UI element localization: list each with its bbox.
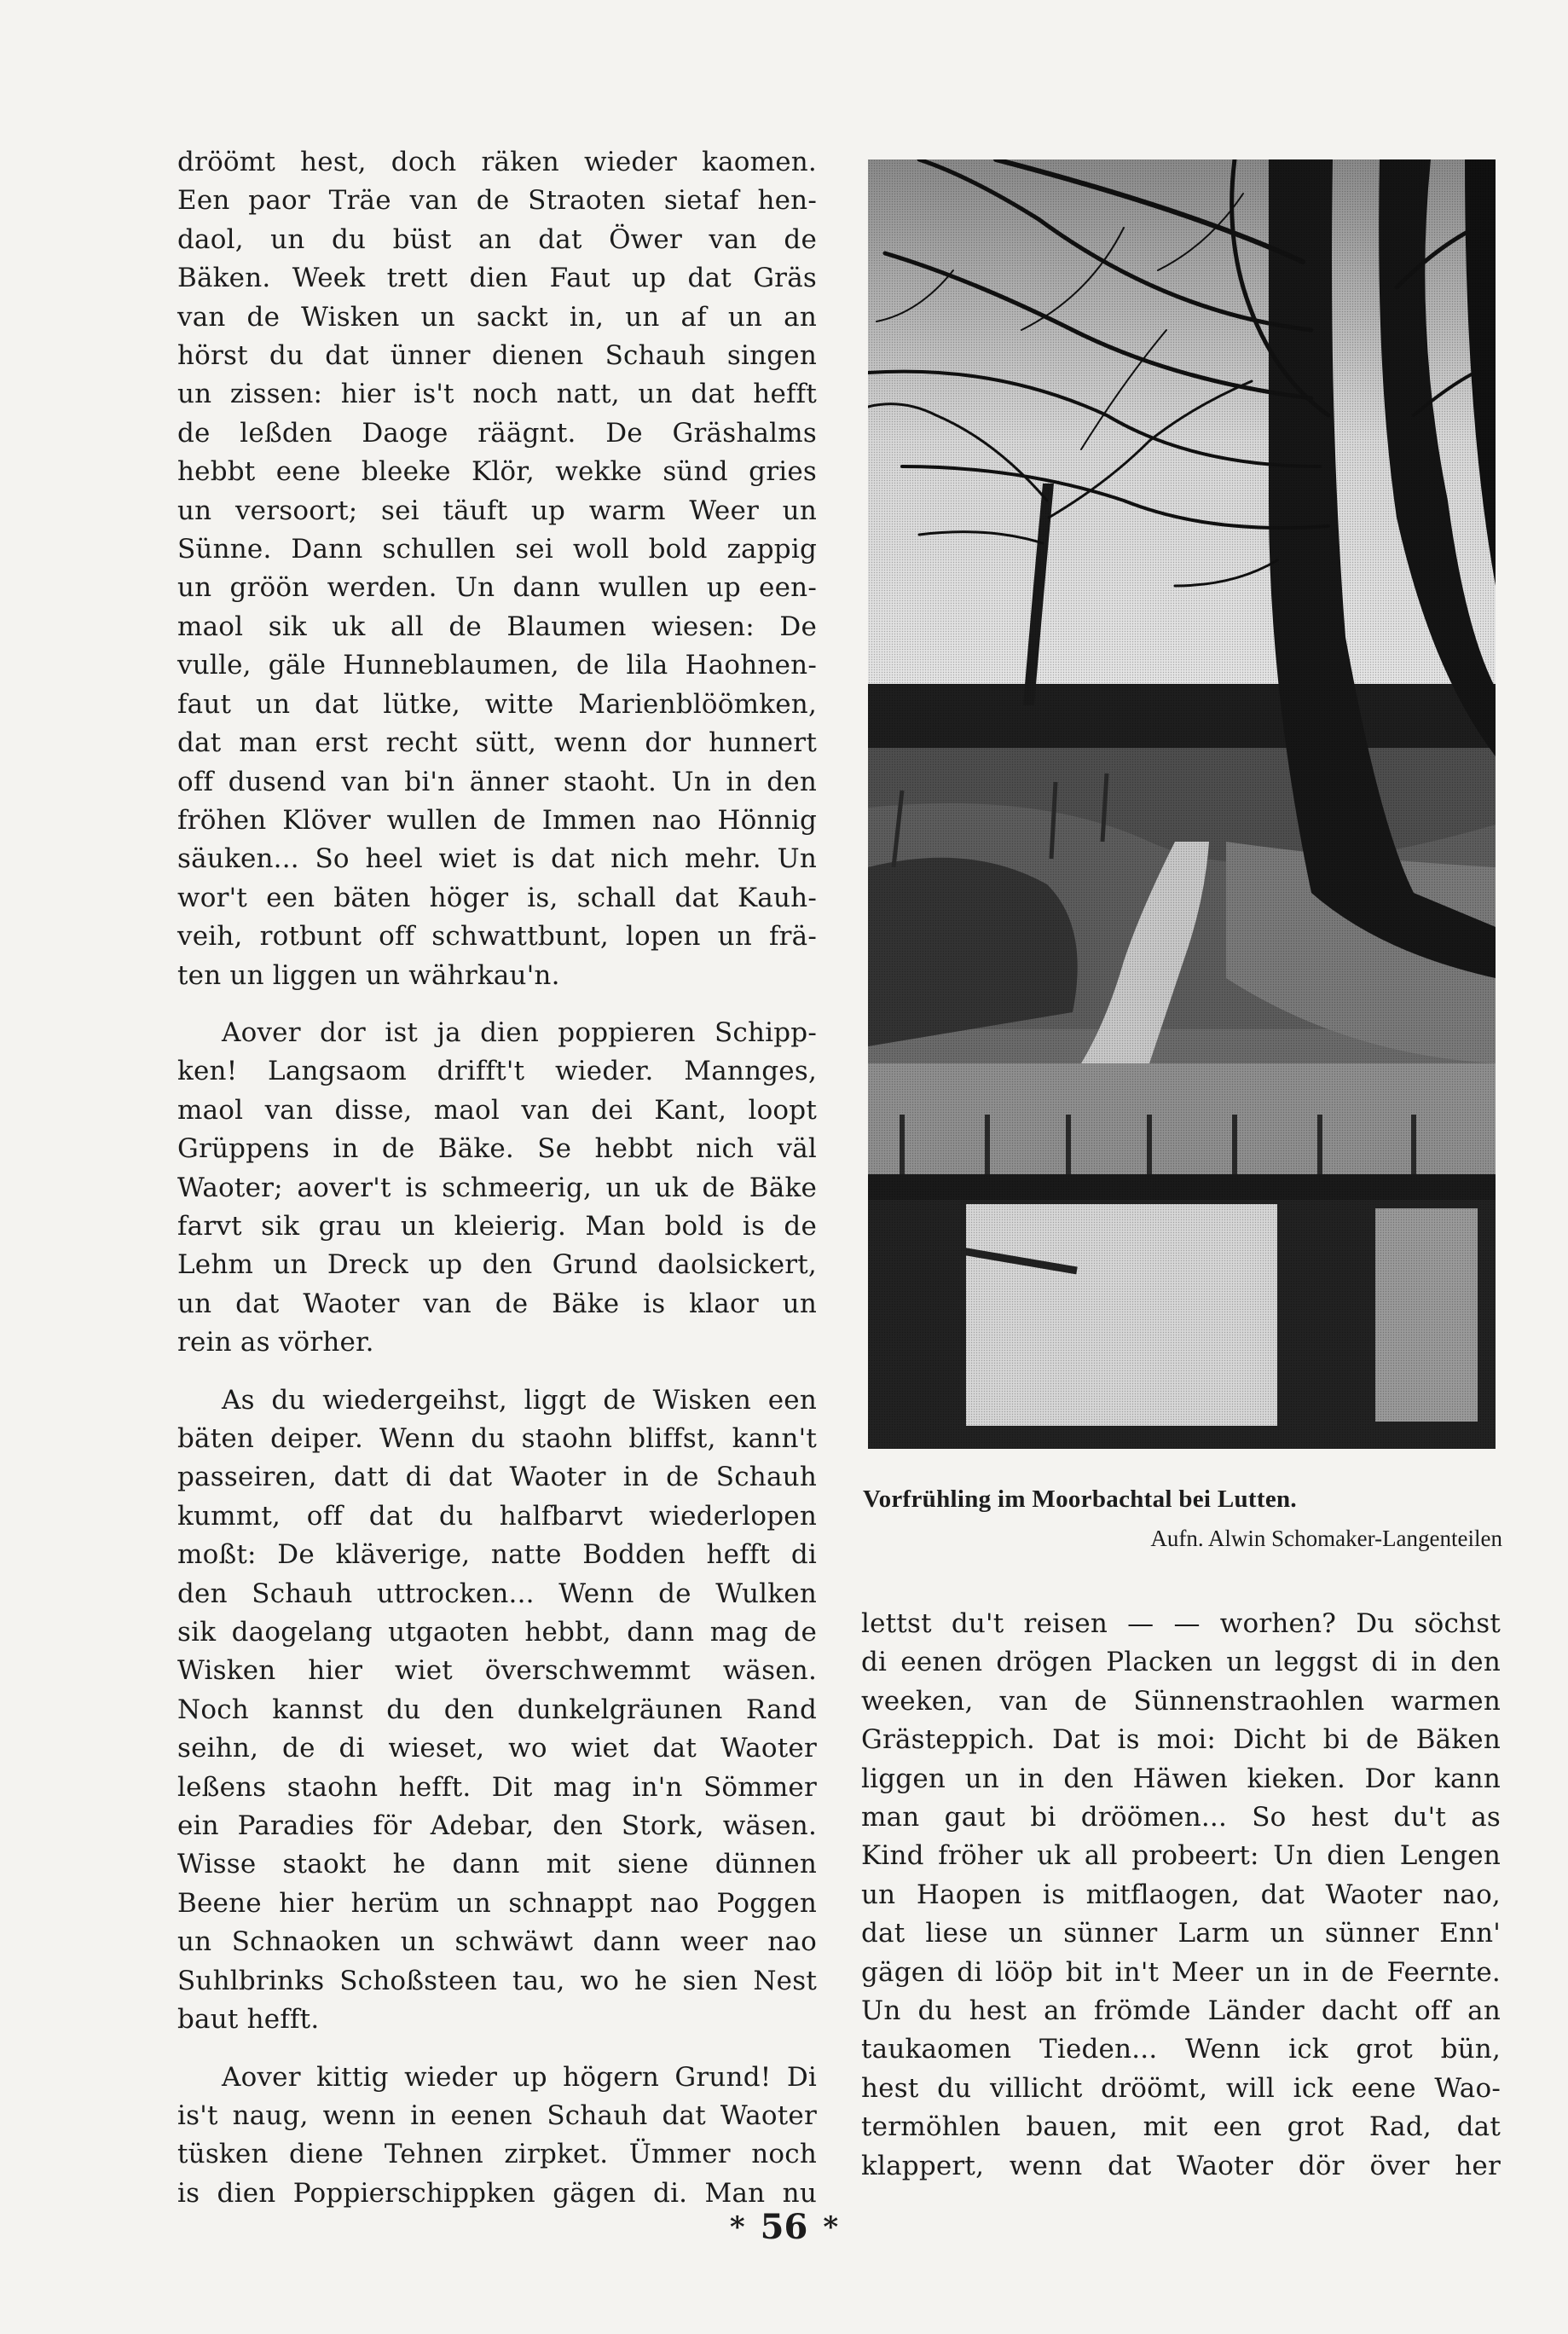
text-line: weeken, van de Sünnenstraohlen warmen <box>861 1685 1501 1717</box>
text-line: liggen un in den Häwen kieken. Dor kann <box>861 1763 1501 1794</box>
paragraph <box>177 1381 817 2040</box>
text-line: Wisse staokt he dann mit siene dünnen <box>177 1849 817 1880</box>
text-line: hebbt eene bleeke Klör, wekke sünd gries <box>177 456 817 488</box>
text-line: hest du villicht dröömt, will ick eene Wao- <box>861 2072 1501 2104</box>
text-line: Bäken. Week trett dien Faut up dat Gräs <box>177 263 817 294</box>
text-line: klappert, wenn dat Waoter dör över her <box>861 2150 1501 2181</box>
text-line: dat man erst recht sütt, wenn dor hunnert <box>177 727 817 759</box>
text-line: taukaomen Tieden... Wenn ick grot bün, <box>861 2034 1501 2065</box>
photo-credit: Aufn. Alwin Schomaker-Langenteilen <box>1150 1526 1502 1551</box>
text-line: rein as vörher. <box>177 1327 374 1358</box>
text-line: Grüppens in de Bäke. Se hebbt nich väl <box>177 1133 817 1165</box>
text-line: Kind fröher uk all probeert: Un dien Lengen <box>861 1840 1501 1872</box>
text-line: off dusend van bi'n änner staoht. Un in den <box>177 766 817 797</box>
text-line: ten un liggen un währkau'n. <box>177 959 560 991</box>
text-line: Lehm un Dreck up den Grund daolsickert, <box>177 1249 817 1281</box>
text-line: seihn, de di wieset, wo wiet dat Waoter <box>177 1733 817 1764</box>
paragraph <box>861 1605 1501 2186</box>
text-line: gägen di lööp bit in't Meer un in de Feernte. <box>861 1956 1501 1988</box>
paragraph <box>177 1014 817 1363</box>
text-line: de leßden Daoge räägnt. De Gräshalms <box>177 417 817 449</box>
text-line: Un du hest an frömde Länder dacht off an <box>861 1995 1501 2027</box>
text-line: daol, un du büst an dat Öwer van de <box>177 223 817 255</box>
text-line: ein Paradies för Adebar, den Stork, wäsen. <box>177 1810 817 1842</box>
text-line: dat liese un sünner Larm un sünner Enn' <box>861 1918 1501 1949</box>
caption-title: Vorfrühling im Moorbachtal bei Lutten. <box>863 1486 1297 1513</box>
text-line: faut un dat lütke, witte Marienblöömken, <box>177 688 817 720</box>
text-line: veih, rotbunt off schwattbunt, lopen un frä- <box>177 921 817 953</box>
text-line: Grästeppich. Dat is moi: Dicht bi de Bäken <box>861 1724 1501 1756</box>
text-line: un versoort; sei täuft up warm Weer un <box>177 495 817 526</box>
text-line: kummt, off dat du halfbarvt wiederlopen <box>177 1500 817 1532</box>
text-line: Waoter; aover't is schmeerig, un uk de Bäke <box>177 1172 817 1203</box>
text-line: ken! Langsaom drifft't wieder. Mannges, <box>177 1056 817 1087</box>
text-line: un dat Waoter van de Bäke is klaor un <box>177 1288 817 1319</box>
text-line: is't naug, wenn in eenen Schauh dat Waoter <box>177 2099 817 2131</box>
text-line: un zissen: hier is't noch natt, un dat hefft <box>177 379 817 410</box>
photo-caption <box>863 1482 1502 1555</box>
text-line: un Haopen is mitflaogen, dat Waoter nao, <box>861 1879 1501 1910</box>
text-line: Aover dor ist ja dien poppieren Schipp- <box>222 1016 817 1048</box>
text-line: hörst du dat ünner dienen Schauh singen <box>177 340 817 372</box>
asterisk-ornament-left: * <box>729 2210 745 2244</box>
text-line: wor't een bäten höger is, schall dat Kauh- <box>177 882 817 913</box>
text-line: moßt: De kläverige, natte Bodden hefft di <box>177 1539 817 1571</box>
text-line: leßens staohn hefft. Dit mag in'n Sömmer <box>177 1771 817 1803</box>
text-line: lettst du't reisen — — worhen? Du söchst <box>861 1608 1501 1639</box>
text-line: un gröön werden. Un dann wullen up een- <box>177 572 817 604</box>
photo-illustration <box>868 159 1496 1449</box>
text-line: dröömt hest, doch räken wieder kaomen. <box>177 147 817 177</box>
text-line: baut hefft. <box>177 2004 320 2036</box>
paragraph <box>177 143 817 995</box>
text-line: sik daogelang utgaoten hebbt, dann mag de <box>177 1617 817 1648</box>
text-line: Aover kittig wieder up högern Grund! Di <box>222 2061 817 2093</box>
page-number-value: 56 <box>760 2207 808 2247</box>
text-line: As du wiedergeihst, liggt de Wisken een <box>222 1384 817 1416</box>
text-line: Beene hier herüm un schnappt nao Poggen <box>177 1887 817 1919</box>
page-number <box>0 2207 1568 2247</box>
text-line: di eenen drögen Placken un leggst di in den <box>861 1647 1501 1678</box>
text-line: tüsken diene Tehnen zirpket. Ümmer noch <box>177 2139 817 2170</box>
text-line: vulle, gäle Hunneblaumen, de lila Haohnen- <box>177 650 817 681</box>
text-line: Sünne. Dann schullen sei woll bold zappig <box>177 534 817 565</box>
paragraph <box>177 2059 817 2214</box>
text-line: bäten deiper. Wenn du staohn bliffst, kann't <box>177 1423 817 1454</box>
text-line: maol sik uk all de Blaumen wiesen: De <box>177 611 817 642</box>
text-line: passeiren, datt di dat Waoter in de Schauh <box>177 1462 817 1493</box>
text-line: termöhlen bauen, mit een grot Rad, dat <box>861 2111 1501 2143</box>
right-text-column <box>861 1605 1501 2186</box>
text-line: is dien Poppierschippken gägen di. Man nu <box>177 2177 817 2209</box>
text-line: Noch kannst du den dunkelgräunen Rand <box>177 1694 817 1725</box>
landscape-photo <box>868 159 1496 1449</box>
asterisk-ornament-right: * <box>823 2210 839 2244</box>
left-text-column <box>177 143 817 2213</box>
text-line: farvt sik grau un kleierig. Man bold is de <box>177 1210 817 1242</box>
text-line: van de Wisken un sackt in, un af un an <box>177 301 817 333</box>
text-line: un Schnaoken un schwäwt dann weer nao <box>177 1926 817 1958</box>
text-line: fröhen Klöver wullen de Immen nao Hönnig <box>177 804 817 836</box>
text-line: säuken... So heel wiet is dat nich mehr. Un <box>177 843 817 875</box>
text-line: maol van disse, maol van dei Kant, loopt <box>177 1094 817 1126</box>
text-line: Wisken hier wiet överschwemmt wäsen. <box>177 1655 817 1687</box>
text-line: Een paor Träe van de Straoten sietaf hen- <box>177 185 817 217</box>
text-line: man gaut bi dröömen... So hest du't as <box>861 1802 1501 1833</box>
text-line: Suhlbrinks Schoßsteen tau, wo he sien Nest <box>177 1965 817 1996</box>
text-line: den Schauh uttrocken... Wenn de Wulken <box>177 1578 817 1609</box>
